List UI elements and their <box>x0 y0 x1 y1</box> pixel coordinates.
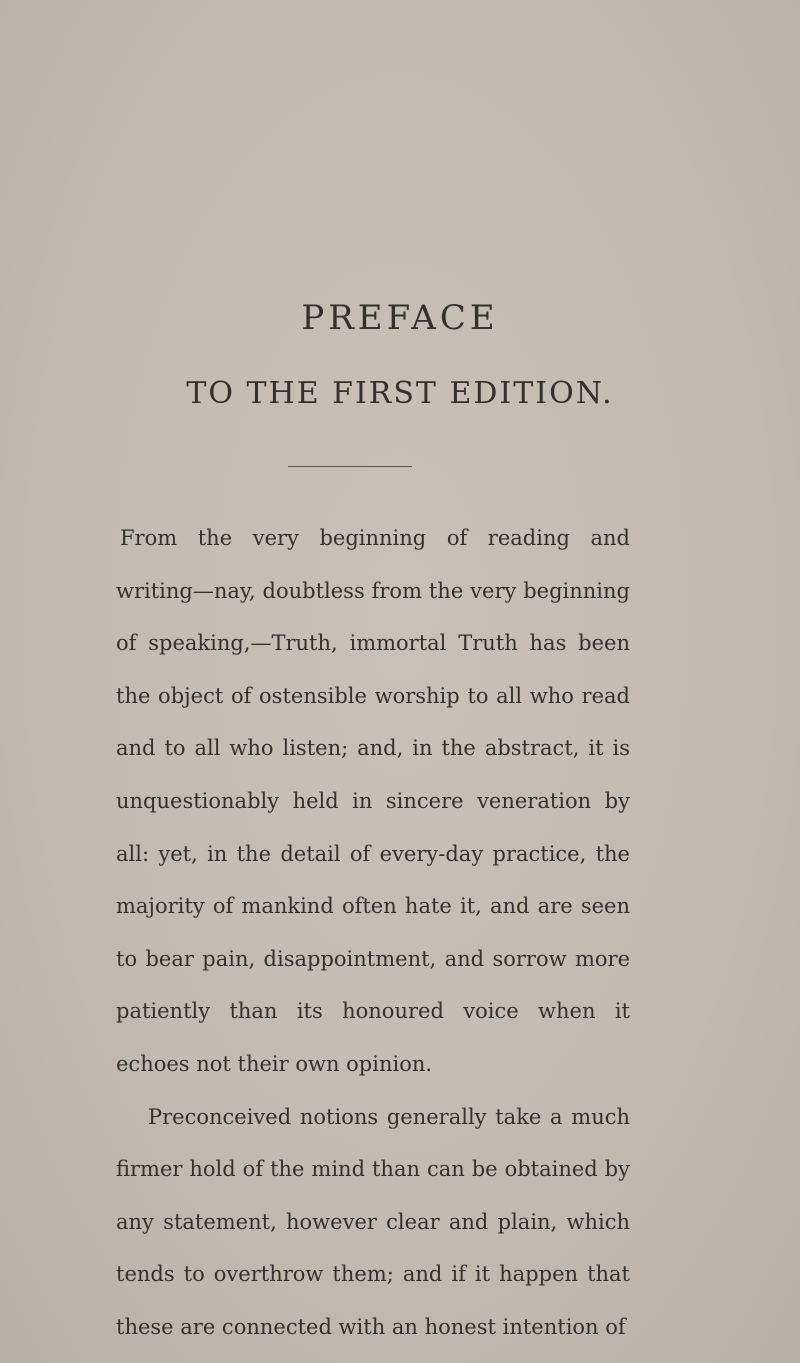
title-divider <box>288 466 412 467</box>
page-subtitle: TO THE FIRST EDITION. <box>186 376 614 411</box>
paragraph-1: From the very beginning of reading and writing—nay, doubtless from the very beginning of speaking,—Truth, immortal Truth has been the object of ostensible worship to all who read and to all who listen; and, in the abstract, it is unquestionably held in sincere veneration by all: yet, in the detail of every-day practice, the majority of mankind often hate it, and are seen to bear pain, disappointment, and sorrow more patiently than its honoured voice when it echoes not their own opinion. <box>116 526 630 1076</box>
paragraph-2: Preconceived notions generally take a much firmer hold of the mind than can be obtained by any statement, however clear and plain, which tends to overthrow them; and if it happen that these are connected with an honest intention of <box>116 1104 630 1339</box>
preface-body <box>116 512 630 1354</box>
page-title: PREFACE <box>301 298 499 338</box>
